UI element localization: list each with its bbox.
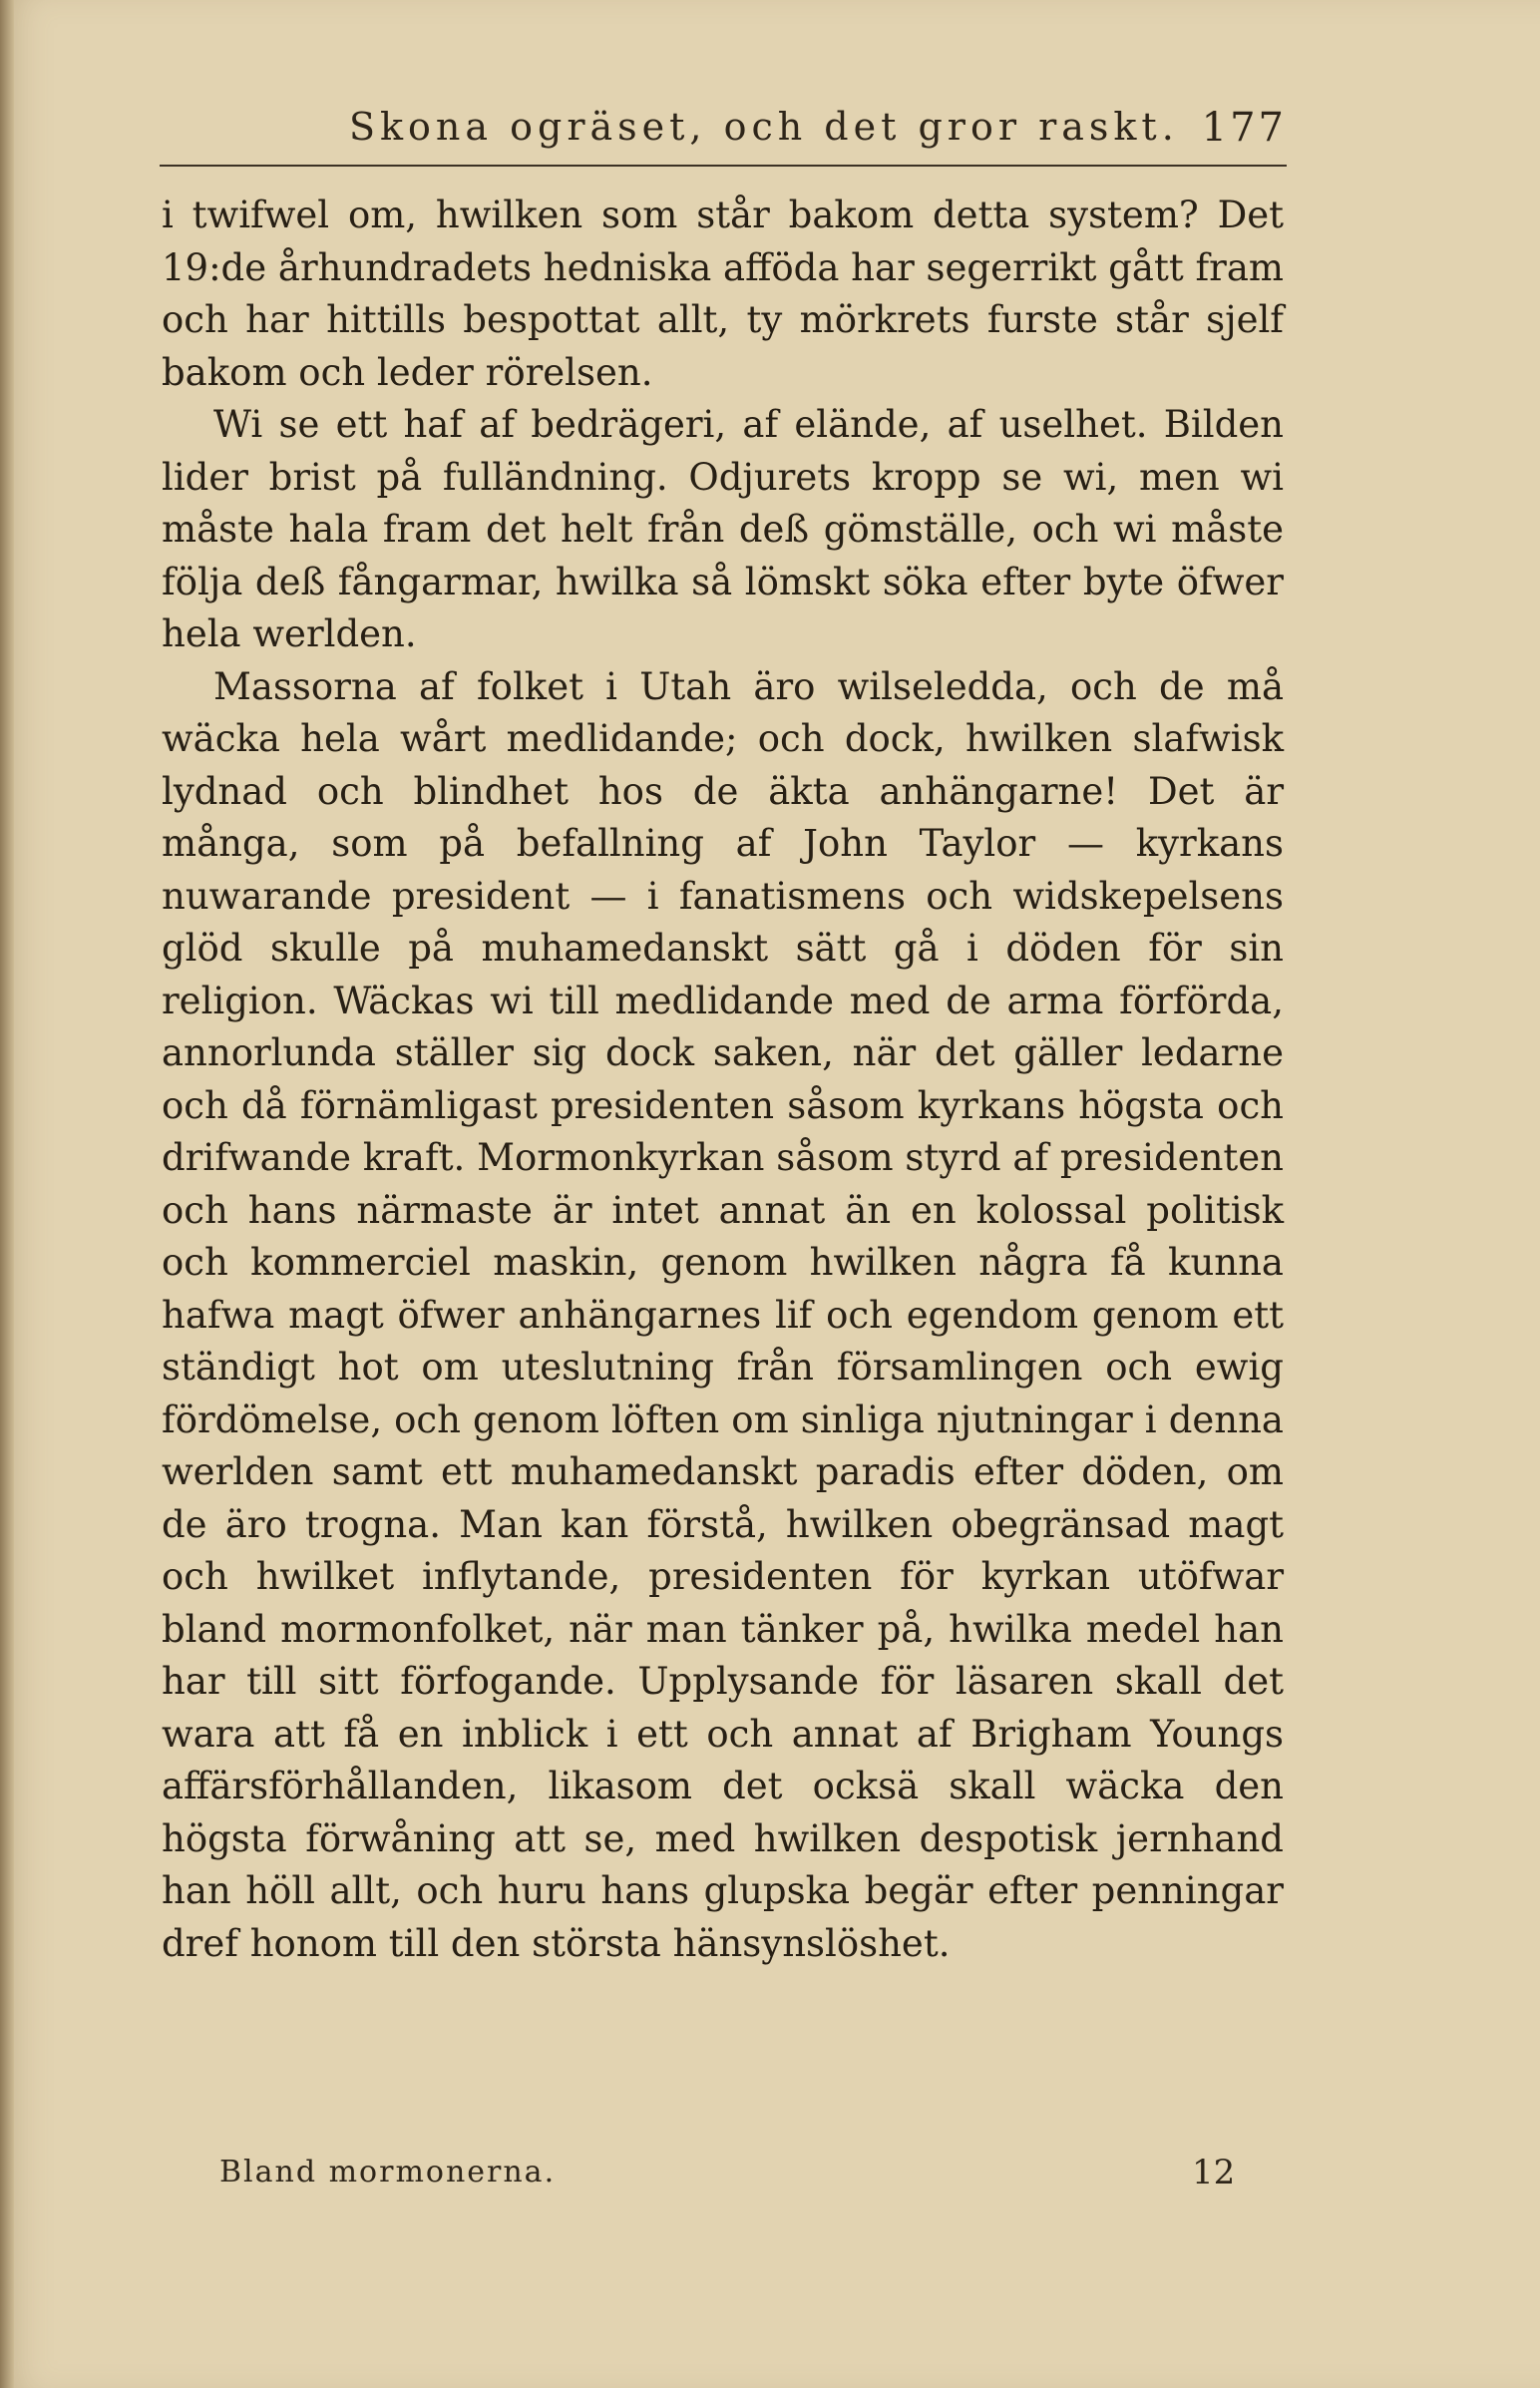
header-rule	[160, 165, 1287, 167]
running-head	[160, 105, 1287, 165]
binding-edge	[0, 0, 14, 2388]
signature-number: 12	[1192, 2153, 1236, 2192]
paragraph-2: Wi se ett haf af bedrägeri, af elände, af uselhet. Bilden lider brist på fulländning. Odjurets kropp se wi, men wi måste hala fram det helt från deß gömställe, och wi måste följa deß fångarmar, hwilka så lömskt söka efter byte öfwer hela werlden.	[162, 403, 1284, 655]
body-text	[162, 190, 1284, 1970]
paragraph-3: Massorna af folket i Utah äro wilseledda, och de må wäcka hela wårt medlidande; och dock, hwilken slafwisk lydnad och blindhet hos de äkta anhängarne! Det är många, som på befallning af John Taylor — kyrkans nuwarande president — i fanatismens och widskepelsens glöd skulle på muhamedanskt sätt gå i döden för sin religion. Wäckas wi till medlidande med de arma förförda, annorlunda ställer sig dock saken, när det gäller ledarne och då förnämligast presidenten såsom kyrkans högsta och drifwande kraft. Mormonkyrkan såsom styrd af presidenten och hans närmaste är intet annat än en kolossal politisk och kommerciel maskin, genom hwilken några få kunna hafwa magt öfwer anhängarnes lif och egendom genom ett ständigt hot om uteslutning från församlingen och ewig fördömelse, och genom löften om sinliga njutningar i denna werlden samt ett muhamedanskt paradis efter döden, om de äro trogna. Man kan förstå, hwilken obegränsad magt och hwilket inflytande, presidenten för kyrkan utöfwar bland mormonfolket, när man tänker på, hwilka medel han har till sitt förfogande. Upplysande för läsaren skall det wara att få en inblick i ett och annat af Brigham Youngs affärsförhållanden, likasom det ocksä skall wäcka den högsta förwåning att se, med hwilken despotisk jernhand han höll allt, och huru hans glupska begär efter penningar dref honom till den största hänsynslöshet.	[162, 664, 1284, 1965]
signature-title: Bland mormonerna.	[219, 2155, 557, 2189]
page-number: 177	[1201, 105, 1287, 151]
running-title: Skona ogräset, och det gror raskt.	[349, 105, 1179, 149]
paragraph-1: i twifwel om, hwilken som står bakom detta system? Det 19:de århundradets hedniska afföda har segerrikt gått fram och har hittills bespottat allt, ty mörkrets furste står sjelf bakom och leder rörelsen.	[162, 194, 1285, 394]
